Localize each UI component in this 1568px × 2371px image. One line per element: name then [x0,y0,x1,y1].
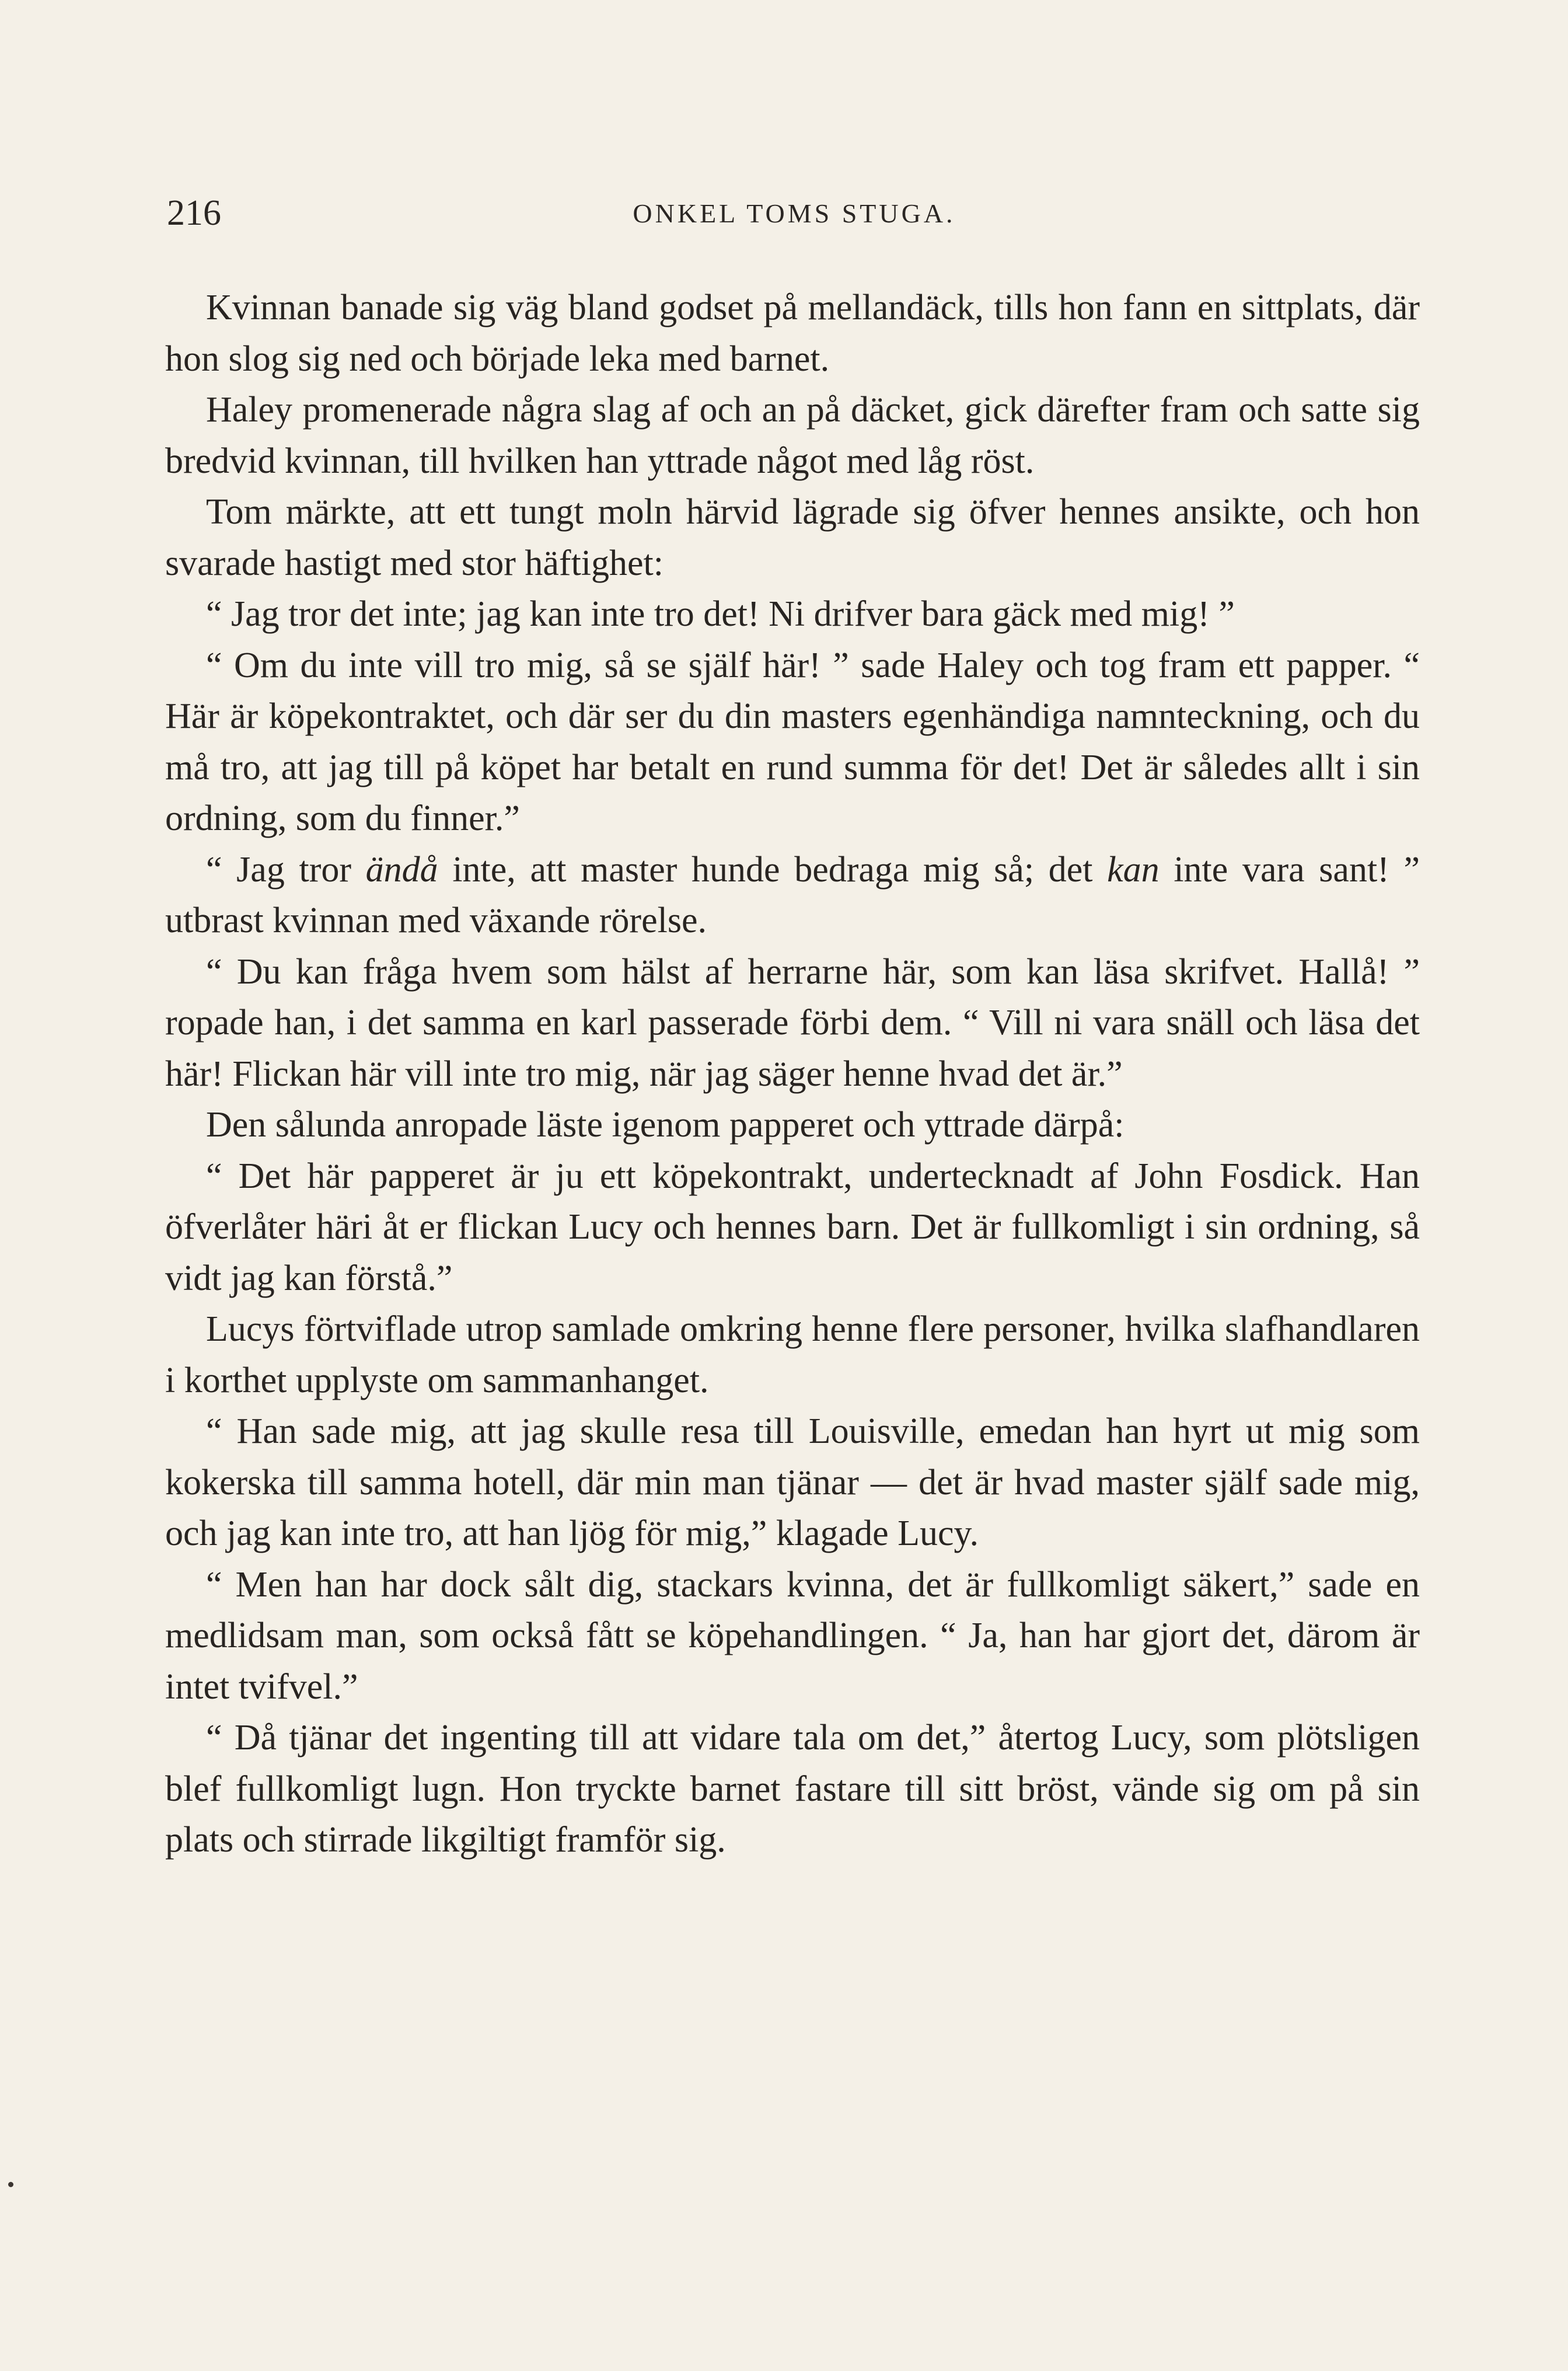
text-segment: “ Det här papperet är ju ett köpekontrakt, undertecknadt af John Fosdick. Han öfverlåter häri åt er flickan Lucy och hennes barn. Det är fullkomligt i sin ordning, så vidt jag kan förstå.” [165,1156,1420,1298]
paragraph [165,1151,1420,1305]
text-segment: inte vara sant! ” utbrast kvinnan med växande rörelse. [165,849,1420,940]
text-segment: Tom märkte, att ett tungt moln härvid lägrade sig öfver hennes ansikte, och hon svarade hastigt med stor häftighet: [165,492,1420,583]
body-text [165,283,1420,1866]
paragraph [165,1406,1420,1560]
text-segment: Lucys förtviflade utrop samlade omkring henne flere personer, hvilka slafhandlaren i korthet upplyste om sammanhanget. [165,1309,1420,1400]
text-segment: “ Men han har dock sålt dig, stackars kvinna, det är fullkomligt säkert,” sade en medlidsam man, som också fått se köpehandlingen. “ Ja, han har gjort det, därom är intet tvifvel.” [165,1564,1420,1707]
paragraph [165,589,1420,640]
print-speck [8,2182,13,2187]
paragraph [165,845,1420,947]
text-segment: “ Jag tror det inte; jag kan inte tro det! Ni drifver bara gäck med mig! ” [206,594,1235,634]
text-segment: Kvinnan banade sig väg bland godset på mellandäck, tills hon fann en sittplats, där hon slog sig ned och började leka med barnet. [165,288,1420,379]
emphasized-text: ändå [365,849,438,890]
page-header [167,190,1422,236]
paragraph [165,1713,1420,1866]
paragraph [165,1560,1420,1713]
paragraph [165,1100,1420,1151]
paragraph [165,283,1420,385]
running-title: ONKEL TOMS STUGA. [633,198,956,228]
text-segment: Den sålunda anropade läste igenom papperet och yttrade därpå: [206,1105,1125,1145]
text-segment: “ Då tjänar det ingenting till att vidare tala om det,” återtog Lucy, som plötsligen blef fullkomligt lugn. Hon tryckte barnet fastare till sitt bröst, vände sig om på sin plats och stirrade likgiltigt framför sig. [165,1718,1420,1860]
text-segment: “ Om du inte vill tro mig, så se själf här! ” sade Haley och tog fram ett papper. “ Här är köpekontraktet, och där ser du din masters egenhändiga namnteckning, och du må tro, att jag till på köpet har betalt en rund summa för det! Det är således allt i sin ordning, som du finner.” [165,645,1420,838]
paragraph [165,1304,1420,1406]
text-segment: “ Han sade mig, att jag skulle resa till Louisville, emedan han hyrt ut mig som kokerska till samma hotell, där min man tjänar — det är hvad master själf sade mig, och jag kan inte tro, att han ljög för mig,” klagade Lucy. [165,1411,1420,1553]
text-segment: inte, att master hunde bedraga mig så; det [438,849,1108,890]
text-segment: “ Du kan fråga hvem som hälst af herrarne här, som kan läsa skrifvet. Hallå! ” ropade han, i det samma en karl passerade förbi dem. “ Vill ni vara snäll och läsa det här! Flickan här vill inte tro mig, när jag säger henne hvad det är.” [165,951,1420,1094]
paragraph [165,640,1420,845]
paragraph [165,487,1420,589]
text-segment: “ Jag tror [206,849,366,890]
page-number: 216 [167,193,221,233]
emphasized-text: kan [1107,849,1160,890]
text-segment: Haley promenerade några slag af och an på däcket, gick därefter fram och satte sig bredvid kvinnan, till hvilken han yttrade något med låg röst. [165,390,1420,481]
paragraph [165,947,1420,1100]
paragraph [165,385,1420,487]
